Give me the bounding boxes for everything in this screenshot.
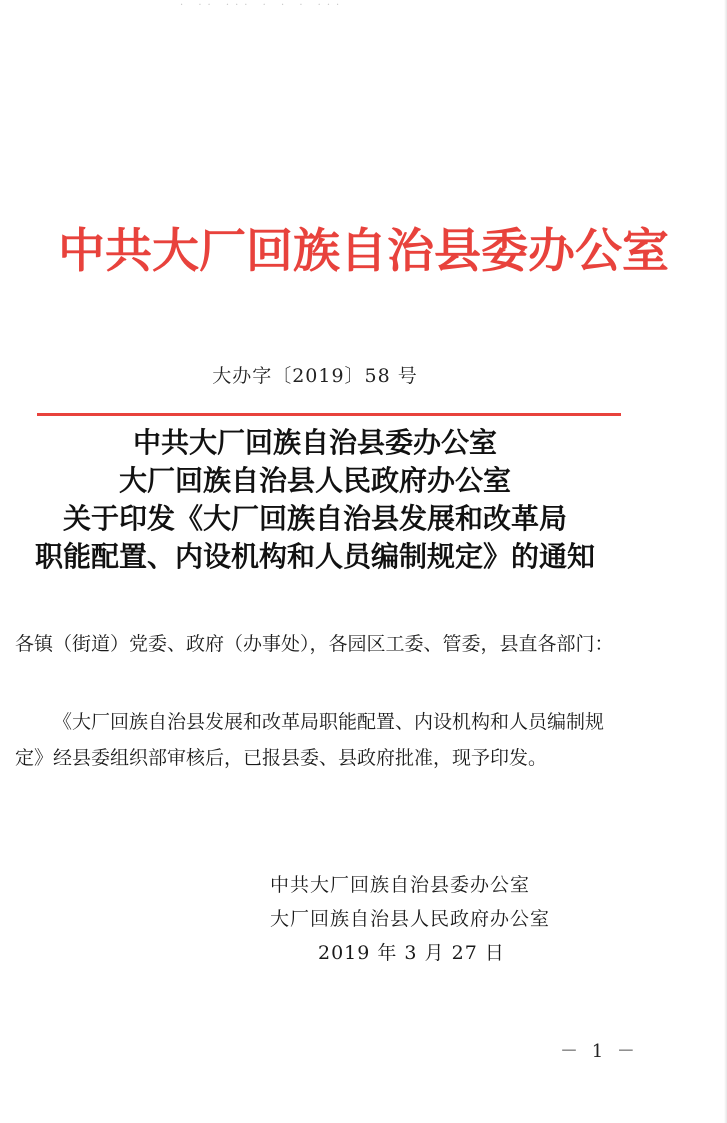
agency-header: 中共大厂回族自治县委办公室	[58, 224, 669, 279]
title-line: 关于印发《大厂回族自治县发展和改革局	[62, 502, 567, 535]
document-title	[0, 424, 630, 576]
issue-date: 2019 年 3 月 27 日	[318, 942, 505, 964]
document-number: 大办字〔2019〕58 号	[212, 365, 418, 387]
title-line: 职能配置、内设机构和人员编制规定》的通知	[34, 540, 595, 573]
signature-block	[270, 868, 610, 970]
issuer-party-office: 中共大厂回族自治县委办公室	[270, 874, 531, 896]
body-paragraph: 《大厂回族自治县发展和改革局职能配置、内设机构和人员编制规定》经县委组织部审核后，已报县委、县政府批准，现予印发。	[15, 711, 605, 769]
red-divider-line	[37, 413, 621, 416]
title-line: 中共大厂回族自治县委办公室	[132, 426, 497, 459]
salutation: 各镇（街道）党委、政府（办事处），各园区工委、管委，县直各部门：	[15, 633, 614, 655]
title-line: 大厂回族自治县人民政府办公室	[118, 464, 511, 497]
page-number: － 1 －	[560, 1041, 639, 1062]
issuer-government-office: 大厂回族自治县人民政府办公室	[270, 908, 551, 930]
scan-artifacts: · ·· ··· · · · ···	[180, 0, 346, 11]
